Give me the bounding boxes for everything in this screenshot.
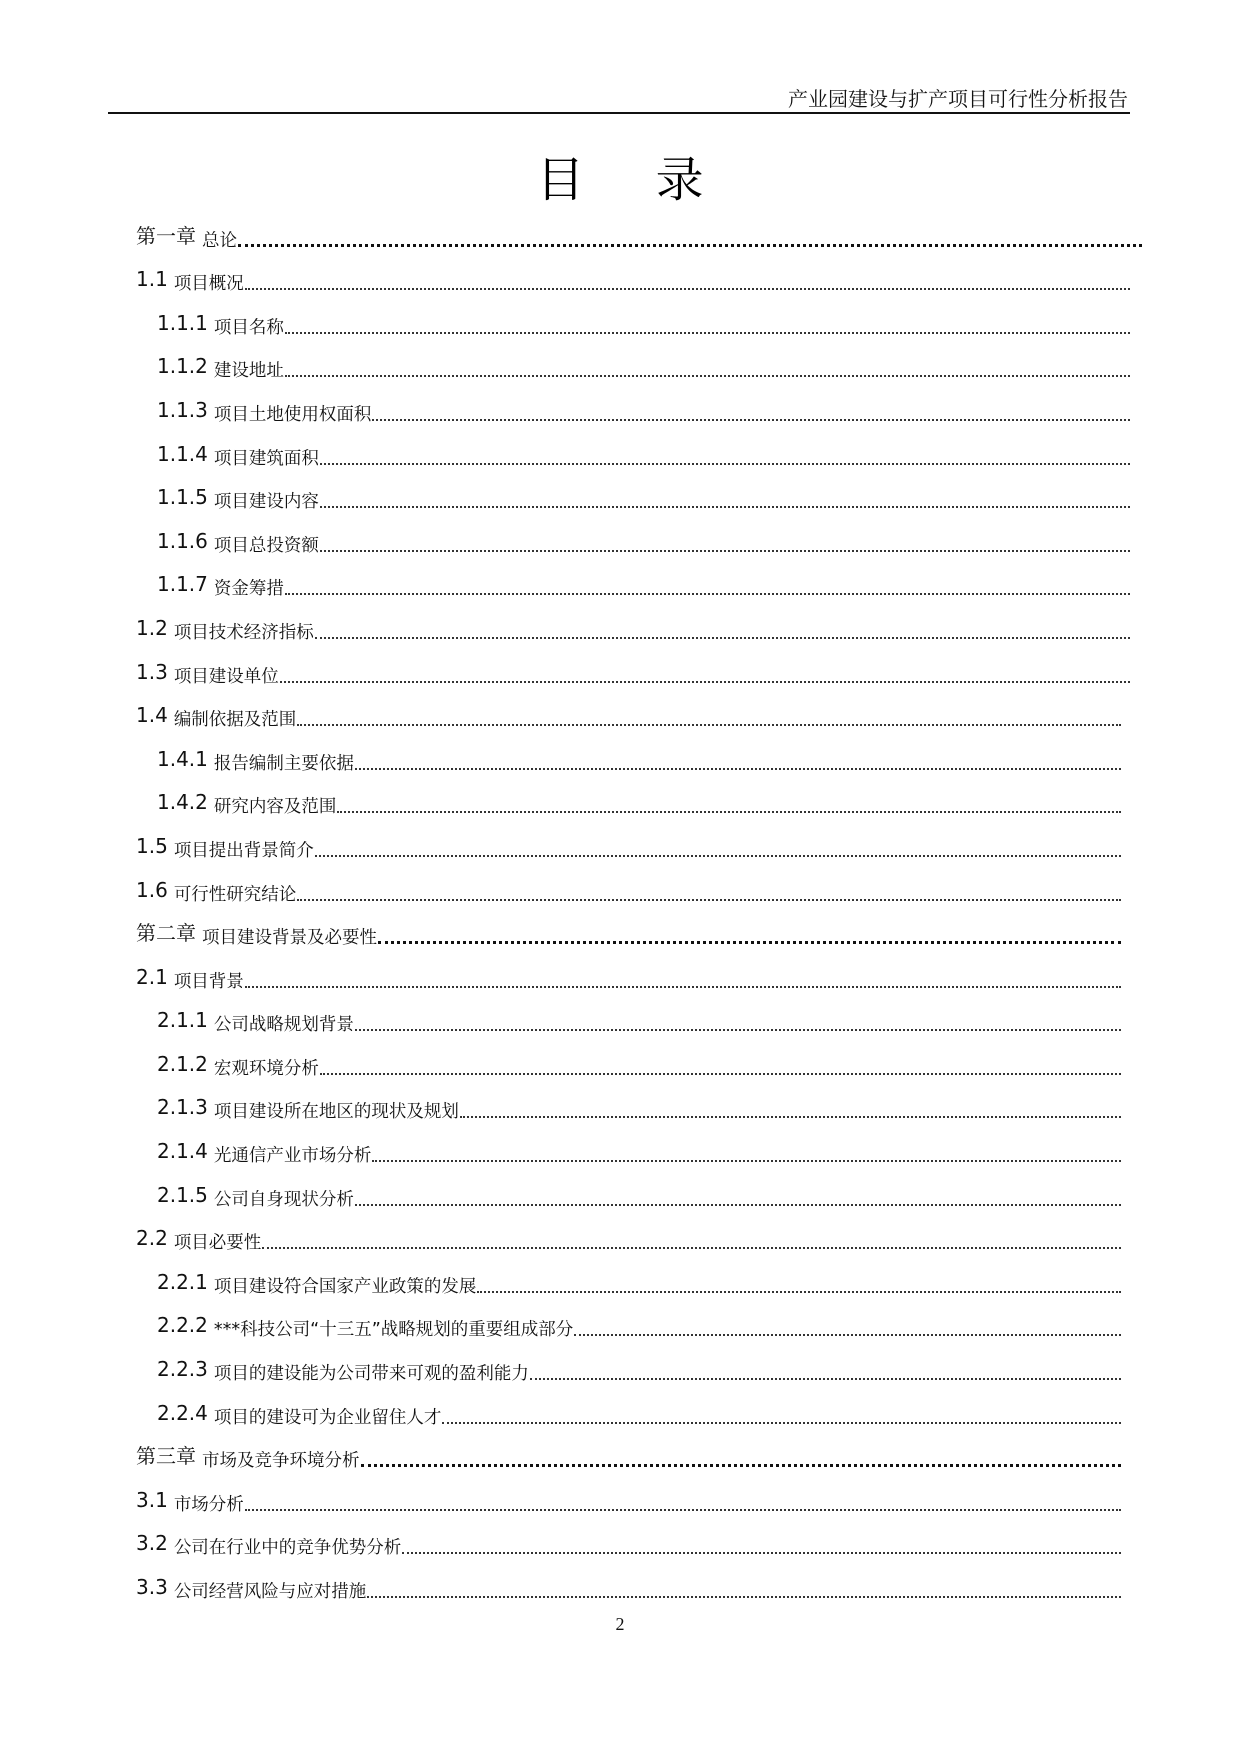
toc-dot-leader [245,1509,1121,1511]
toc-entry-2-2-4[interactable] [0,1393,1240,1437]
toc-entry-title: 市场分析 [173,1494,244,1515]
toc-entry-title: 项目建设背景及必要性 [202,928,377,949]
toc-entry-1-1-6[interactable] [0,521,1240,565]
toc-dot-leader [361,1464,1122,1467]
toc-entry-number: 1.6 [136,877,168,902]
toc-entry-title: 公司在行业中的竞争优势分析 [173,1538,402,1559]
toc-entry-1-1-3[interactable] [0,390,1240,434]
toc-dot-leader [402,1552,1121,1554]
toc-entry-1-5[interactable] [0,826,1240,870]
toc-entry-title: 项目技术经济指标 [173,622,314,643]
toc-entry-number: 2.1.2 [157,1051,208,1076]
toc-entry-title: 报告编制主要依据 [213,753,354,774]
toc-entry-number: 1.1.3 [157,397,208,422]
toc-entry-number: 3.2 [136,1531,168,1556]
toc-dot-leader [460,1116,1121,1118]
toc-entry-title: 项目必要性 [173,1233,262,1254]
toc-entry-number: 1.2 [136,615,168,640]
toc-entry-title: 宏观环境分析 [213,1058,319,1079]
toc-entry-2-1[interactable] [0,957,1240,1001]
toc-entry-title: 市场及竞争环境分析 [202,1451,360,1472]
toc-entry-title: 项目建筑面积 [213,448,319,469]
toc-entry-chapter-1[interactable] [0,216,1240,260]
toc-entry-title: 研究内容及范围 [213,797,337,818]
toc-entry-1-1-4[interactable] [0,434,1240,478]
toc-dot-leader [315,637,1130,639]
toc-entry-number: 1.1.6 [157,528,208,553]
toc-dot-leader [355,1204,1121,1206]
toc-dot-leader [337,811,1121,813]
toc-entry-title: 公司经营风险与应对措施 [173,1582,367,1602]
toc-entry-2-1-2[interactable] [0,1044,1240,1088]
toc-entry-title: 项目建设内容 [213,492,319,513]
toc-entry-2-1-5[interactable] [0,1175,1240,1219]
toc-entry-chapter-3[interactable] [0,1437,1240,1481]
toc-entry-title: 项目建设所在地区的现状及规划 [213,1102,459,1123]
toc-dot-leader [285,593,1130,595]
toc-entry-title: 光通信产业市场分析 [213,1146,372,1167]
toc-entry-number: 2.1.3 [157,1095,208,1120]
toc-entry-number: 2.2 [136,1226,168,1251]
toc-entry-3-1[interactable] [0,1480,1240,1524]
toc-dot-leader [320,506,1130,508]
toc-entry-1-4[interactable] [0,696,1240,740]
toc-dot-leader [320,463,1130,465]
toc-entry-number: 第二章 [136,921,196,946]
toc-dot-leader [477,1291,1121,1293]
toc-entry-number: 2.2.2 [157,1313,208,1338]
toc-dot-leader [297,899,1121,901]
toc-entry-title: 建设地址 [213,361,284,382]
toc-dot-leader [372,419,1130,421]
toc-entry-number: 1.4.1 [157,746,208,771]
toc-entry-title: 项目总投资额 [213,535,319,556]
toc-entry-number: 2.1 [136,964,168,989]
toc-entry-number: 第一章 [136,223,196,248]
toc-entry-2-2-2[interactable] [0,1306,1240,1350]
toc-entry-chapter-2[interactable] [0,914,1240,958]
toc-entry-2-2[interactable] [0,1219,1240,1263]
running-header: 产业园建设与扩产项目可行性分析报告 [788,87,1128,111]
toc-entry-number: 1.4.2 [157,790,208,815]
toc-entry-3-2[interactable] [0,1524,1240,1568]
toc-entry-title: 编制依据及范围 [173,710,297,731]
toc-entry-number: 3.1 [136,1487,168,1512]
toc-entry-title: 项目名称 [213,317,284,338]
toc-entry-title: 项目提出背景简介 [173,840,314,861]
toc-entry-2-1-4[interactable] [0,1131,1240,1175]
toc-entry-title: 总论 [202,230,237,251]
page-number: 2 [615,1614,625,1634]
toc-entry-number: 1.1.7 [157,572,208,597]
toc-entry-2-1-3[interactable] [0,1088,1240,1132]
toc-dot-leader [355,768,1121,770]
table-of-contents [0,216,1240,1611]
toc-dot-leader [245,986,1121,988]
toc-dot-leader [378,941,1121,944]
toc-entry-1-1-1[interactable] [0,303,1240,347]
toc-entry-1-3[interactable] [0,652,1240,696]
toc-entry-1-1-7[interactable] [0,565,1240,609]
toc-dot-leader [355,1029,1121,1031]
toc-entry-title: 可行性研究结论 [173,884,297,905]
toc-entry-1-6[interactable] [0,870,1240,914]
toc-entry-number: 第三章 [136,1444,196,1469]
toc-entry-number: 1.1.5 [157,485,208,510]
toc-dot-leader [297,724,1121,726]
toc-entry-number: 2.1.1 [157,1008,208,1033]
toc-dot-leader [280,681,1130,683]
toc-dot-leader [574,1334,1121,1336]
toc-entry-title: 项目概况 [173,274,244,295]
toc-entry-number: 2.2.3 [157,1357,208,1382]
toc-entry-1-1-5[interactable] [0,478,1240,522]
toc-entry-1-4-1[interactable] [0,739,1240,783]
toc-dot-leader [238,244,1142,247]
toc-entry-number: 1.1.2 [157,354,208,379]
toc-entry-title: 项目的建设可为企业留住人才 [213,1407,442,1428]
toc-dot-leader [245,288,1130,290]
toc-entry-number: 1.1.1 [157,310,208,335]
toc-dot-leader [320,550,1130,552]
toc-entry-2-2-3[interactable] [0,1349,1240,1393]
toc-dot-leader [367,1596,1121,1598]
toc-entry-title: 项目建设符合国家产业政策的发展 [213,1276,477,1297]
toc-entry-number: 1.1 [136,267,168,292]
toc-entry-title: 公司战略规划背景 [213,1015,354,1036]
toc-entry-2-2-1[interactable] [0,1262,1240,1306]
toc-entry-title: 公司自身现状分析 [213,1189,354,1210]
header-rule [108,112,1130,114]
toc-entry-number: 3.3 [136,1575,168,1599]
toc-entry-title: 项目土地使用权面积 [213,404,372,425]
toc-dot-leader [320,1073,1121,1075]
toc-dot-leader [262,1247,1121,1249]
toc-entry-number: 1.4 [136,703,168,728]
toc-entry-number: 2.2.1 [157,1269,208,1294]
toc-dot-leader [315,855,1121,857]
toc-entry-number: 1.3 [136,659,168,684]
toc-dot-leader [285,332,1130,334]
toc-entry-1-1-2[interactable] [0,347,1240,391]
toc-title: 目 录 [536,152,732,208]
toc-entry-title: 项目背景 [173,971,244,992]
toc-entry-title: 项目建设单位 [173,666,279,687]
toc-entry-1-4-2[interactable] [0,783,1240,827]
toc-entry-number: 2.2.4 [157,1400,208,1425]
toc-dot-leader [285,375,1130,377]
toc-dot-leader [372,1160,1121,1162]
toc-entry-number: 2.1.5 [157,1182,208,1207]
toc-dot-leader [442,1422,1121,1424]
toc-entry-title: ***科技公司“十三五”战略规划的重要组成部分 [213,1320,574,1341]
toc-entry-2-1-1[interactable] [0,1001,1240,1045]
toc-entry-title: 项目的建设能为公司带来可观的盈利能力 [213,1364,529,1385]
toc-entry-1-2[interactable] [0,608,1240,652]
toc-entry-number: 1.1.4 [157,441,208,466]
toc-entry-title: 资金筹措 [213,579,284,600]
toc-entry-1-1[interactable] [0,260,1240,304]
toc-entry-number: 2.1.4 [157,1139,208,1164]
toc-dot-leader [530,1378,1121,1380]
toc-entry-number: 1.5 [136,833,168,858]
toc-entry-3-3[interactable] [0,1567,1240,1611]
